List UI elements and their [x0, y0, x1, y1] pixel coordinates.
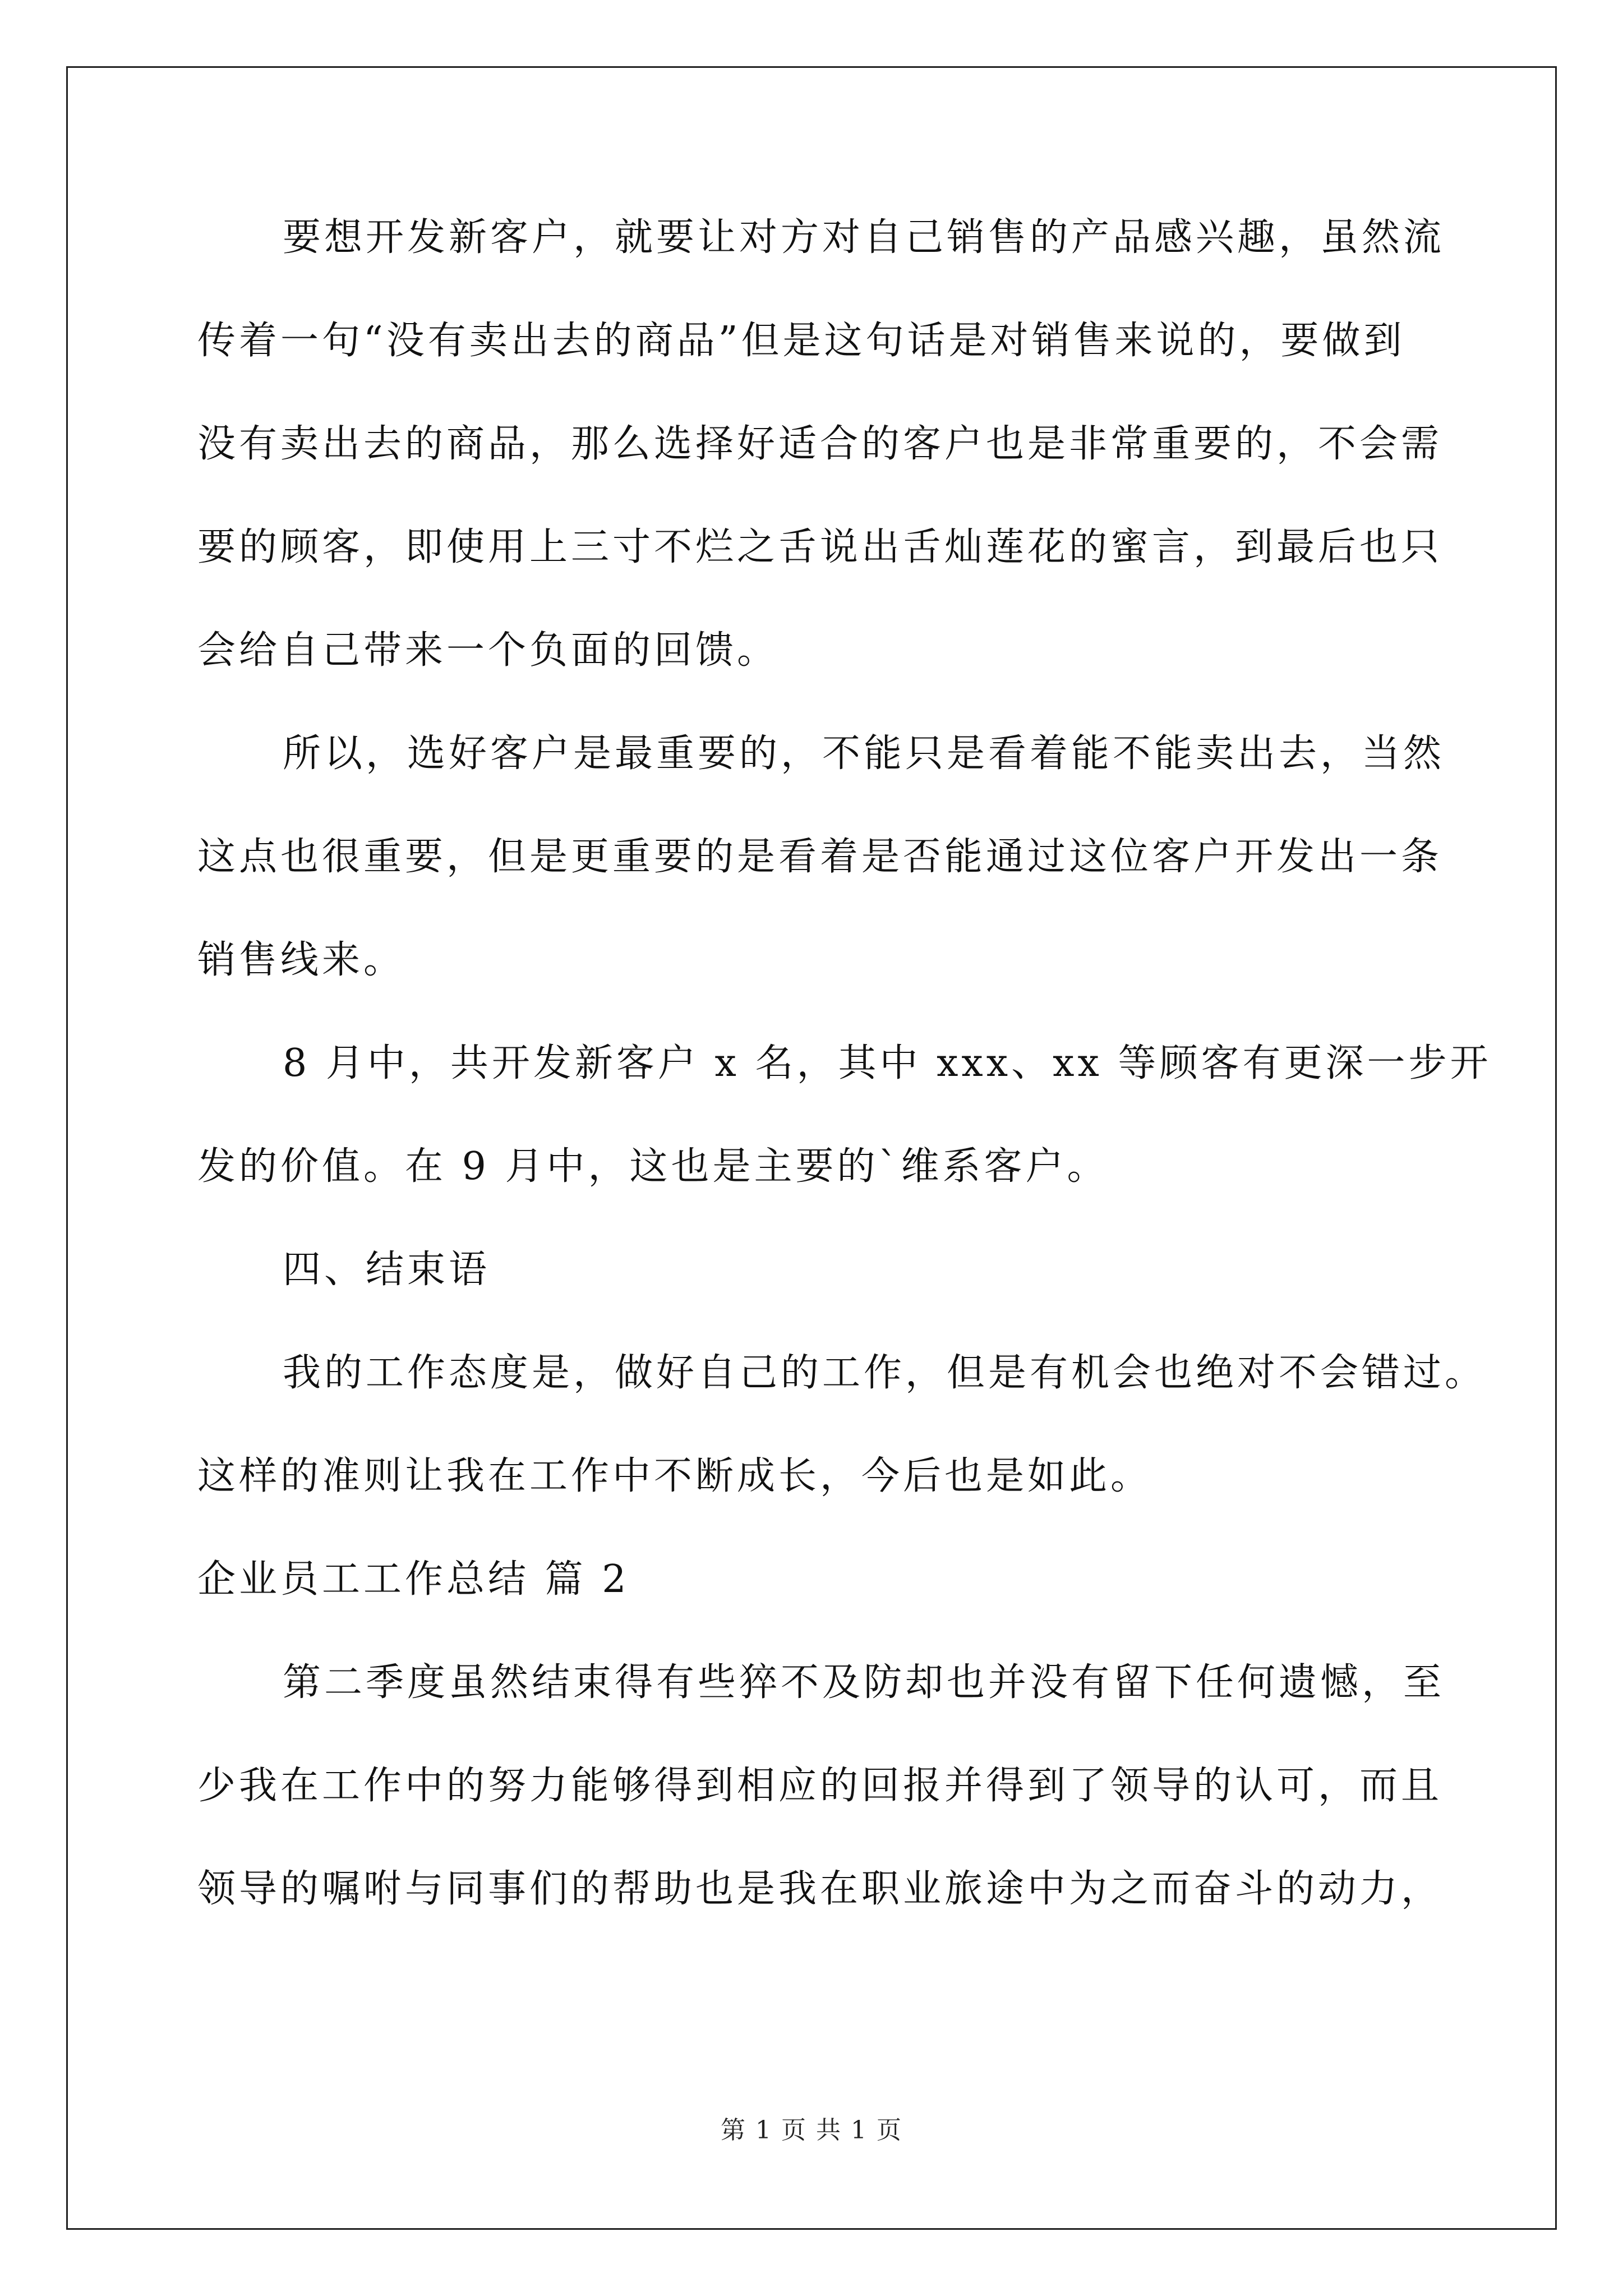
paragraph-line: 少我在工作中的努力能够得到相应的回报并得到了领导的认可，而且 — [197, 1764, 1443, 1808]
document-body — [197, 213, 1492, 1968]
paragraph-line: 没有卖出去的商品，那么选择好适合的客户也是非常重要的，不会需 — [197, 422, 1443, 466]
paragraph-line: 要的顾客，即使用上三寸不烂之舌说出舌灿莲花的蜜言，到最后也只 — [197, 525, 1443, 569]
article-title: 企业员工工作总结 篇 2 — [197, 1557, 630, 1602]
page-number-footer: 第 1 页 共 1 页 — [721, 2116, 902, 2145]
paragraph-line: 我的工作态度是，做好自己的工作，但是有机会也绝对不会错过。 — [283, 1351, 1487, 1395]
paragraph-line: 要想开发新客户，就要让对方对自己销售的产品感兴趣，虽然流 — [283, 215, 1445, 260]
paragraph-line: 传着一句“没有卖出去的商品”但是这句话是对销售来说的，要做到 — [197, 319, 1405, 363]
paragraph-line: 领导的嘱咐与同事们的帮助也是我在职业旅途中为之而奋斗的动力， — [197, 1867, 1443, 1911]
paragraph-line: 这点也很重要，但是更重要的是看着是否能通过这位客户开发出一条 — [197, 835, 1443, 879]
paragraph-line: 第二季度虽然结束得有些猝不及防却也并没有留下任何遗憾，至 — [283, 1660, 1445, 1705]
paragraph-line: 所以，选好客户是最重要的，不能只是看着能不能卖出去，当然 — [283, 731, 1445, 776]
paragraph-line: 8 月中，共开发新客户 x 名，其中 xxx、xx 等顾客有更深一步开 — [283, 1041, 1492, 1085]
paragraph-line: 发的价值。在 9 月中，这也是主要的`维系客户。 — [197, 1144, 1109, 1189]
paragraph-line: 这样的准则让我在工作中不断成长，今后也是如此。 — [197, 1454, 1152, 1498]
paragraph-line: 销售线来。 — [197, 938, 405, 982]
section-heading: 四、结束语 — [283, 1248, 491, 1292]
paragraph-line: 会给自己带来一个负面的回馈。 — [197, 628, 779, 673]
